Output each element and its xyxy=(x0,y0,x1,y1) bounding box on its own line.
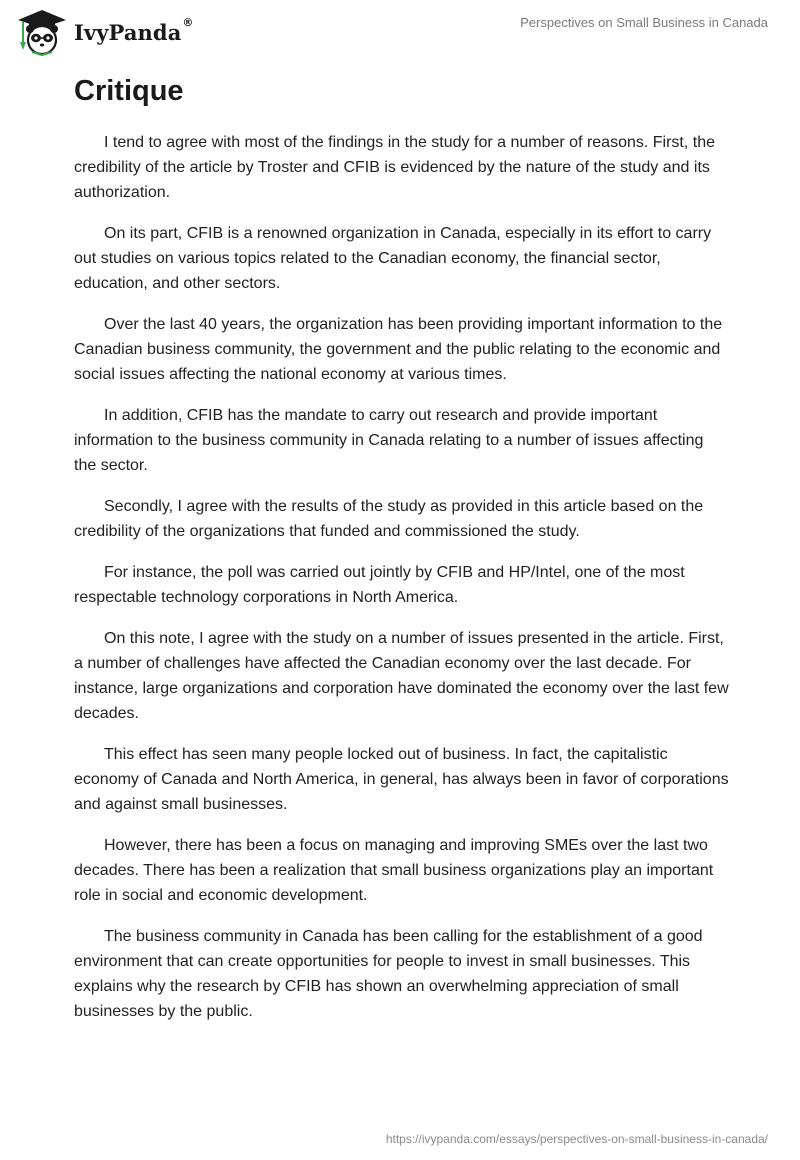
paragraph: This effect has seen many people locked out of business. In fact, the capitalistic economy of Canada and North America, in general, has always been in favor of corporations and against small businesses. xyxy=(74,746,729,813)
page-header xyxy=(0,0,800,62)
brand-name: IvyPanda® xyxy=(74,15,194,45)
paragraph: For instance, the poll was carried out jointly by CFIB and HP/Intel, one of the most respectable technology corporations in North America. xyxy=(74,564,685,606)
paragraph-list xyxy=(74,130,730,1024)
panda-graduate-icon xyxy=(14,8,70,56)
paragraph: On this note, I agree with the study on a number of issues presented in the article. First, a number of challenges have affected the Canadian economy over the last decade. For instance, large organizations and corporation have dominated the economy over the last few decades. xyxy=(74,630,729,722)
source-url[interactable]: https://ivypanda.com/essays/perspectives-on-small-business-in-canada/ xyxy=(385,1132,768,1146)
paragraph: However, there has been a focus on managing and improving SMEs over the last two decades. There has been a realization that small business organizations play an important role in social and economic development. xyxy=(74,837,714,904)
registered-mark: ® xyxy=(182,15,194,29)
paragraph: I tend to agree with most of the findings in the study for a number of reasons. First, the credibility of the article by Troster and CFIB is evidenced by the nature of the study and its authorization. xyxy=(74,134,715,201)
section-heading: Critique xyxy=(74,75,184,107)
paragraph: The business community in Canada has been calling for the establishment of a good environment that can create opportunities for people to invest in small businesses. This explains why the research by CFIB has shown an overwhelming appreciation of small businesses by the public. xyxy=(74,928,703,1020)
ivypanda-logo[interactable] xyxy=(14,8,194,56)
paragraph: Over the last 40 years, the organization has been providing important information to the Canadian business community, the government and the public relating to the economic and social issues affecting the national economy at various times. xyxy=(74,316,723,383)
paragraph: On its part, CFIB is a renowned organization in Canada, especially in its effort to carry out studies on various topics related to the Canadian economy, the financial sector, education, and other sectors. xyxy=(74,225,712,292)
paragraph: Secondly, I agree with the results of the study as provided in this article based on the credibility of the organizations that funded and commissioned the study. xyxy=(74,498,704,540)
essay-content xyxy=(74,72,730,1040)
document-title: Perspectives on Small Business in Canada xyxy=(520,15,768,30)
paragraph: In addition, CFIB has the mandate to carry out research and provide important information to the business community in Canada relating to a number of issues affecting the sector. xyxy=(74,407,704,474)
